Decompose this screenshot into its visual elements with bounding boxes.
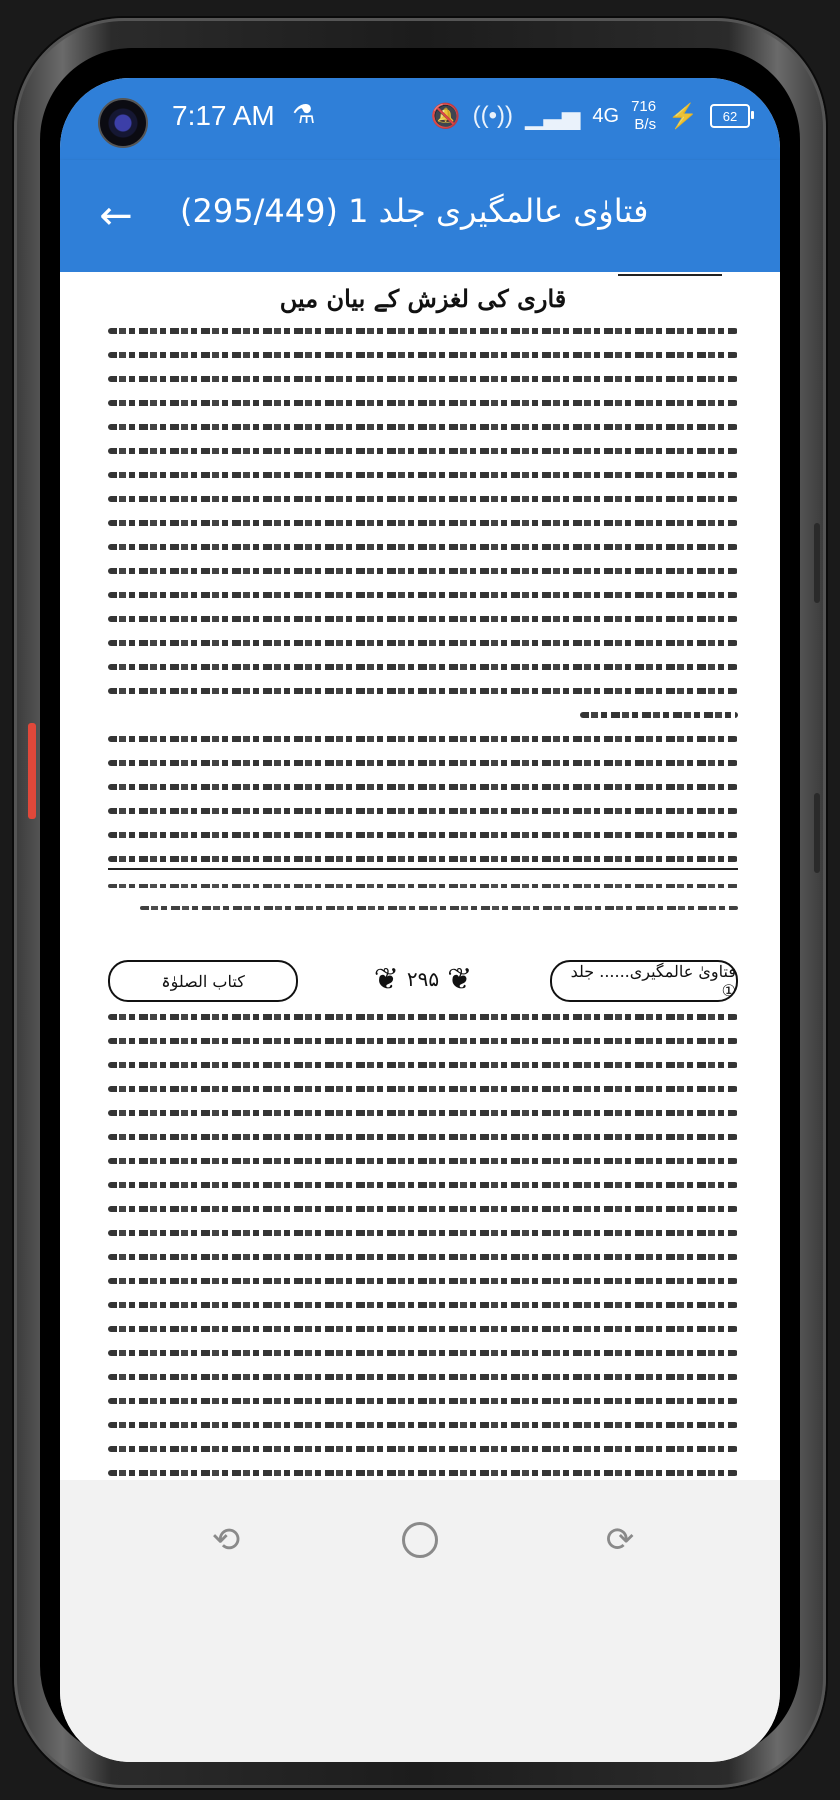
text-line bbox=[108, 1278, 738, 1284]
text-line bbox=[108, 1038, 738, 1044]
flask-icon: ⚗ bbox=[292, 100, 316, 130]
text-line bbox=[108, 1422, 738, 1428]
text-line bbox=[580, 712, 738, 718]
status-icons bbox=[431, 98, 750, 134]
text-line bbox=[108, 808, 738, 814]
app-bar bbox=[60, 160, 780, 272]
header-book-section: کتاب الصلوٰۃ bbox=[108, 960, 298, 1002]
text-line bbox=[108, 640, 738, 646]
text-line bbox=[108, 496, 738, 502]
text-line bbox=[108, 544, 738, 550]
signal-icon: ▁▃▅ bbox=[525, 102, 581, 130]
text-line bbox=[108, 736, 738, 742]
net-speed-value: 716 bbox=[631, 98, 657, 115]
section-heading: قاری کی لغزش کے بیان میں bbox=[279, 284, 567, 313]
text-line bbox=[108, 1182, 738, 1188]
text-line bbox=[108, 424, 738, 430]
text-line bbox=[108, 376, 738, 382]
bell-off-icon: 🔕 bbox=[430, 102, 461, 130]
text-line bbox=[108, 1134, 738, 1140]
side-button bbox=[28, 723, 36, 819]
footnote-line bbox=[108, 884, 738, 888]
net-speed bbox=[631, 98, 656, 134]
text-line bbox=[108, 1110, 738, 1116]
text-line bbox=[108, 1470, 738, 1476]
network-type: 4G bbox=[592, 104, 620, 127]
status-time: 7:17 AM bbox=[172, 100, 275, 131]
screen bbox=[60, 78, 780, 1762]
text-line bbox=[108, 328, 738, 334]
text-line bbox=[108, 1206, 738, 1212]
text-line bbox=[108, 1014, 738, 1020]
text-line bbox=[108, 1374, 738, 1380]
text-line bbox=[108, 1446, 738, 1452]
text-line bbox=[108, 856, 738, 862]
header-page-number bbox=[300, 958, 546, 1000]
text-line bbox=[108, 1398, 738, 1404]
page-number: ۲۹۵ bbox=[406, 967, 440, 991]
footnote-rule bbox=[108, 868, 738, 870]
text-line bbox=[108, 472, 738, 478]
ornament-icon: ❦ bbox=[447, 961, 473, 997]
footnote-line bbox=[140, 906, 738, 910]
document-page[interactable] bbox=[60, 272, 780, 1480]
text-line bbox=[108, 1158, 738, 1164]
text-line bbox=[108, 1254, 738, 1260]
battery-level: 62 bbox=[722, 108, 738, 124]
text-line bbox=[108, 448, 738, 454]
text-line bbox=[108, 568, 738, 574]
hotspot-icon: ((•)) bbox=[472, 102, 514, 129]
text-line bbox=[108, 400, 738, 406]
status-bar bbox=[60, 78, 780, 160]
text-line bbox=[108, 1326, 738, 1332]
recent-apps-icon[interactable]: ⟲ bbox=[211, 1520, 241, 1560]
text-line bbox=[108, 664, 738, 670]
charging-icon: ⚡ bbox=[668, 102, 698, 130]
text-line bbox=[108, 1350, 738, 1356]
back-nav-icon[interactable]: ⟳ bbox=[605, 1520, 635, 1560]
text-line bbox=[108, 520, 738, 526]
arrow-left-icon: ← bbox=[99, 193, 133, 239]
text-line bbox=[108, 832, 738, 838]
text-line bbox=[108, 760, 738, 766]
text-line bbox=[108, 1230, 738, 1236]
back-button[interactable] bbox=[86, 186, 146, 246]
page-title: فتاوٰی عالمگیری جلد 1 (295/449) bbox=[180, 192, 649, 230]
text-line bbox=[108, 1086, 738, 1092]
camera-icon bbox=[98, 98, 148, 148]
navigation-bar bbox=[60, 1480, 780, 1762]
text-line bbox=[108, 616, 738, 622]
text-line bbox=[108, 352, 738, 358]
volume-button bbox=[814, 523, 820, 603]
text-line bbox=[108, 1302, 738, 1308]
battery-icon bbox=[710, 104, 750, 128]
text-line bbox=[108, 1062, 738, 1068]
home-icon[interactable] bbox=[400, 1520, 440, 1560]
text-line bbox=[108, 688, 738, 694]
page-top-rule bbox=[618, 274, 722, 276]
page-header-ornament bbox=[108, 952, 738, 1004]
header-book-title: فتاویٰ عالمگیری...... جلد ① bbox=[550, 960, 738, 1002]
net-speed-unit: B/s bbox=[634, 116, 657, 133]
power-button bbox=[814, 793, 820, 873]
ornament-icon: ❦ bbox=[373, 961, 399, 997]
text-line bbox=[108, 592, 738, 598]
text-line bbox=[108, 784, 738, 790]
